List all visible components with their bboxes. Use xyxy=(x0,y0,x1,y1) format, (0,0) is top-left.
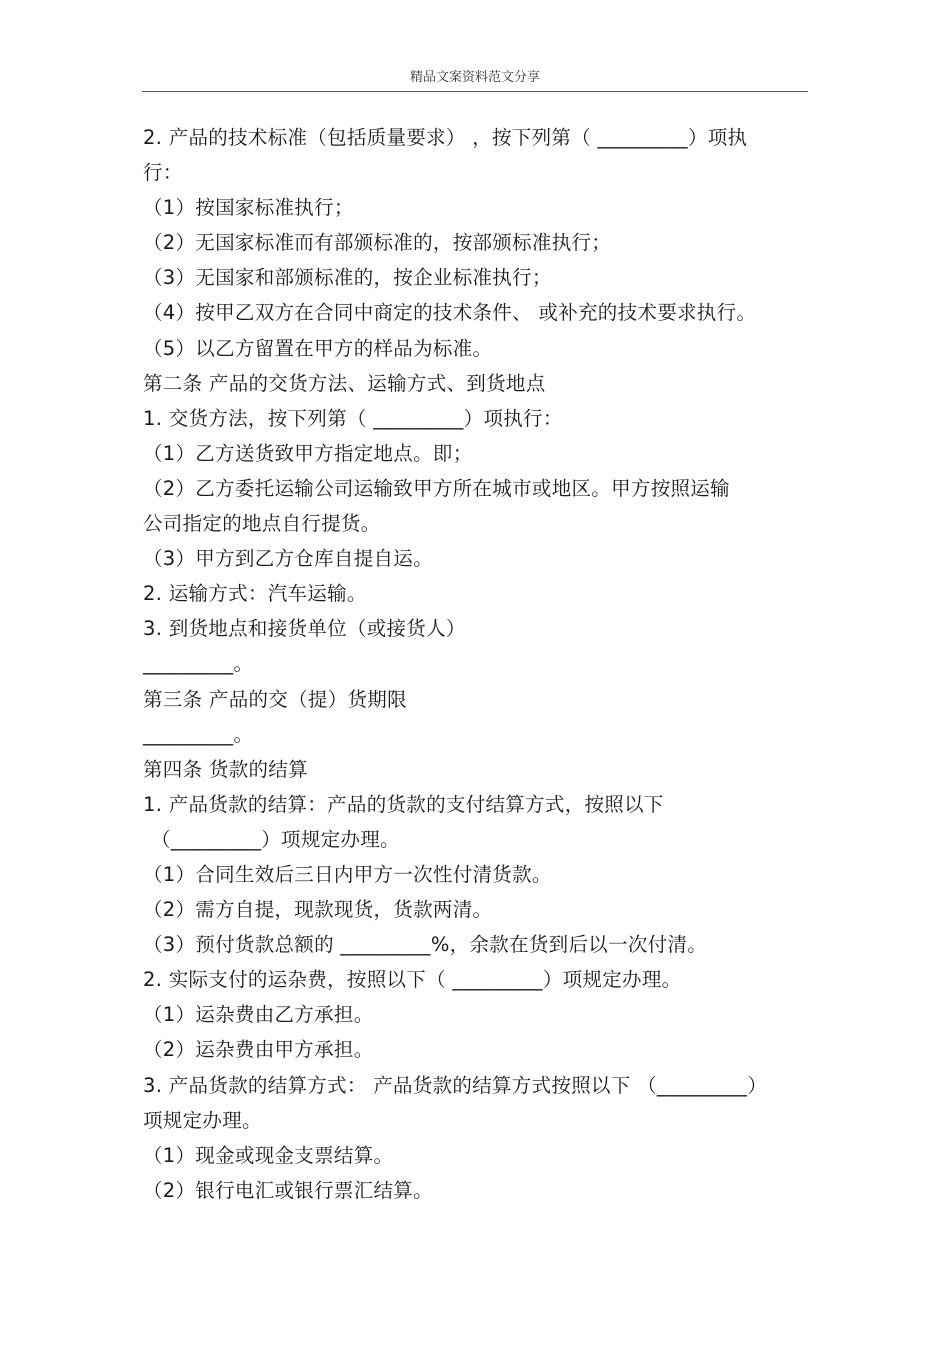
page-header-title: 精品文案资料范文分享 xyxy=(409,70,540,85)
clause-line: 3. 产品货款的结算方式： 产品货款的结算方式按照以下 （_________） xyxy=(143,1073,768,1097)
section-heading: 第三条 产品的交（提）货期限 xyxy=(143,687,407,711)
clause-line: （3）无国家和部颁标准的，按企业标准执行； xyxy=(143,266,552,290)
clause-line: （2）乙方委托运输公司运输致甲方所在城市或地区。甲方按照运输 xyxy=(143,476,730,500)
header-divider xyxy=(142,91,808,92)
clause-line: （2）无国家标准而有部颁标准的，按部颁标准执行； xyxy=(143,231,612,255)
section-heading: 第四条 货款的结算 xyxy=(143,757,308,781)
clause-line: （2）运杂费由甲方承担。 xyxy=(143,1038,374,1062)
clause-line: 行： xyxy=(143,161,183,185)
clause-line: （3）甲方到乙方仓库自提自运。 xyxy=(143,547,433,571)
clause-line: （1）运杂费由乙方承担。 xyxy=(143,1003,374,1027)
clause-line: （2）银行电汇或银行票汇结算。 xyxy=(143,1178,433,1202)
document-body xyxy=(143,120,808,1208)
clause-line: （4）按甲乙双方在合同中商定的技术条件、 或补充的技术要求执行。 xyxy=(143,301,757,325)
clause-line: （1）乙方送货致甲方指定地点。即； xyxy=(143,441,473,465)
clause-line: 3. 到货地点和接货单位（或接货人） xyxy=(143,617,466,641)
clause-line: （1）按国家标准执行； xyxy=(143,196,354,220)
clause-line: （1）合同生效后三日内甲方一次性付清货款。 xyxy=(143,862,552,886)
clause-line: 2. 运输方式：汽车运输。 xyxy=(143,582,367,606)
clause-line: 1. 产品货款的结算：产品的货款的支付结算方式，按照以下 xyxy=(143,792,664,816)
section-heading: 第二条 产品的交货方法、运输方式、到货地点 xyxy=(143,371,546,395)
blank-field-line: _________。 xyxy=(143,652,254,676)
clause-line: 2. 实际支付的运杂费，按照以下（ _________）项规定办理。 xyxy=(143,968,682,992)
clause-line: 2. 产品的技术标准（包括质量要求） ，按下列第（ _________）项执 xyxy=(143,126,748,149)
clause-line: 项规定办理。 xyxy=(143,1108,262,1132)
clause-line: （5）以乙方留置在甲方的样品为标准。 xyxy=(143,336,493,360)
clause-line: （3）预付货款总额的 _________%，余款在货到后以一次付清。 xyxy=(143,933,708,957)
clause-line: （2）需方自提，现款现货，货款两清。 xyxy=(143,898,493,922)
clause-line: 公司指定的地点自行提货。 xyxy=(143,512,381,536)
clause-line: 1. 交货方法，按下列第（ _________）项执行： xyxy=(143,406,563,430)
clause-line: （1）现金或现金支票结算。 xyxy=(143,1143,394,1167)
clause-line: （_________）项规定办理。 xyxy=(151,827,400,851)
blank-field-line: _________。 xyxy=(143,722,254,746)
